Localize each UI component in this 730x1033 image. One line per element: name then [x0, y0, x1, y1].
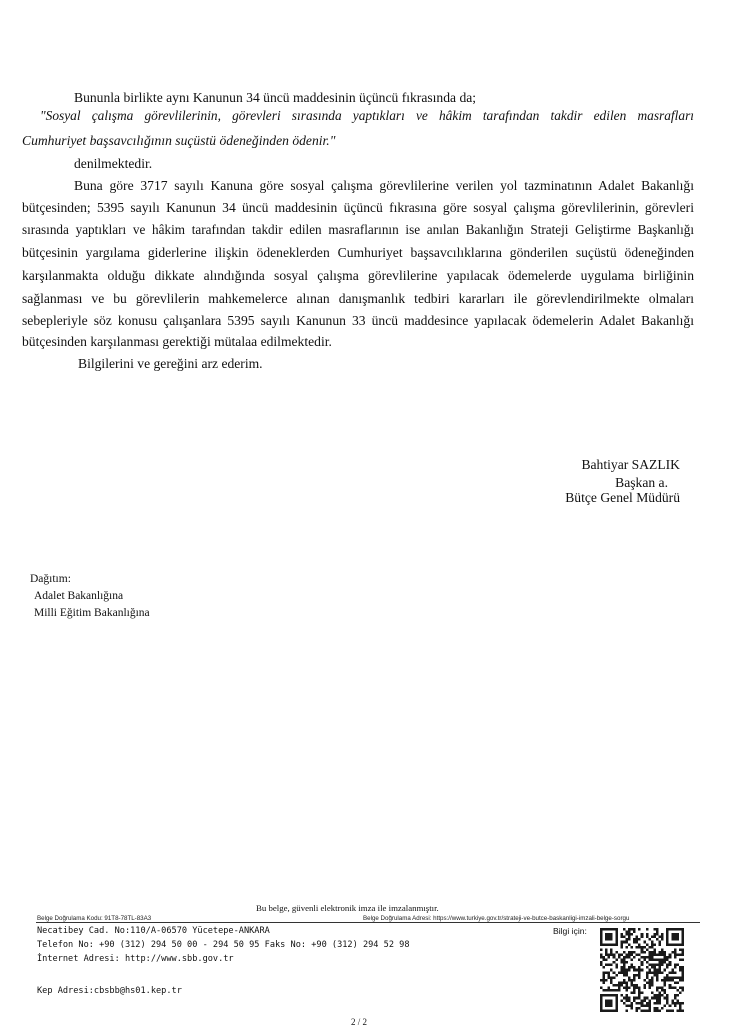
paragraph-denilmektedir: denilmektedir.: [74, 156, 153, 171]
paragraph-intro: Bununla birlikte aynı Kanunun 34 üncü maddesinin üçüncü fıkrasında da;: [74, 90, 477, 105]
signature-title-1: Başkan a.: [615, 475, 668, 490]
main-line: sebepleriyle söz konusu çalışanlara 5395 sayılı Kanunun 33 üncü maddesince yapılacak ödemelerin Adalet Bakanlığı: [22, 313, 694, 328]
footer-kep[interactable]: Kep Adresi:cbsbb@hs01.kep.tr: [37, 986, 182, 996]
quote-line-1: "Sosyal çalışma görevlilerinin, görevleri sırasında yaptıkları ve hâkim tarafından takdir edilen masrafları: [40, 108, 694, 123]
main-line: sağlanması ve bu görevlilerin mahkemelerce alınan danışmanlık tedbiri kararları ile görevlendirilmekte olmaları: [22, 291, 694, 306]
page-number: 2 / 2: [351, 1017, 368, 1027]
qr-code-icon: [600, 928, 684, 1012]
main-line: bütçesinden karşılanması gerektiği mütalaa edilmektedir.: [22, 334, 332, 349]
main-line: karşılanmakta olduğu dikkate alındığında sosyal çalışma görevlilerine yapılacak ödemelerde uygulama birliğinin: [22, 268, 694, 283]
esign-note: Bu belge, güvenli elektronik imza ile imzalanmıştır.: [256, 903, 439, 913]
signature-title-2: Bütçe Genel Müdürü: [565, 490, 680, 505]
verify-address[interactable]: Belge Doğrulama Adresi: https://www.turkiye.gov.tr/strateji-ve-butce-baskanligi-imzali-belge-sorgu: [363, 915, 630, 922]
main-line: Buna göre 3717 sayılı Kanuna göre sosyal çalışma görevlilerine verilen yol tazminatının Adalet Bakanlığı: [74, 178, 694, 193]
signature-name: Bahtiyar SAZLIK: [581, 457, 680, 472]
footer-divider: [36, 922, 700, 923]
main-line: sırasında yaptıkları ve hâkim tarafından takdir edilen masraflarının ise anılan Bakanlığın Strateji Geliştirme Başkanlığı: [22, 222, 694, 237]
footer-address: Necatibey Cad. No:110/A-06570 Yücetepe-ANKARA: [37, 926, 270, 936]
footer-phone: Telefon No: +90 (312) 294 50 00 - 294 50 95 Faks No: +90 (312) 294 52 98: [37, 940, 410, 950]
verify-code: Belge Doğrulama Kodu: 91T8-78TL-83A3: [37, 915, 152, 922]
distribution-item: Adalet Bakanlığına: [34, 590, 124, 602]
main-line: bütçesinin yargılama giderlerine ilişkin ödeneklerden Cumhuriyet başsavcılıklarına gönderilen suçüstü ödeneğinden: [22, 245, 694, 260]
distribution-heading: Dağıtım:: [30, 573, 71, 585]
footer-web[interactable]: İnternet Adresi: http://www.sbb.gov.tr: [37, 954, 234, 964]
info-label: Bilgi için:: [553, 926, 587, 936]
closing-line: Bilgilerini ve gereğini arz ederim.: [78, 356, 263, 371]
distribution-item: Milli Eğitim Bakanlığına: [34, 607, 150, 619]
quote-line-2: Cumhuriyet başsavcılığının suçüstü ödeneğinden ödenir.": [22, 133, 336, 148]
main-line: bütçesinden; 5395 sayılı Kanunun 34 üncü maddesinin üçüncü fıkrasına göre sosyal çalışma görevlilerinin, görevleri: [22, 200, 694, 215]
